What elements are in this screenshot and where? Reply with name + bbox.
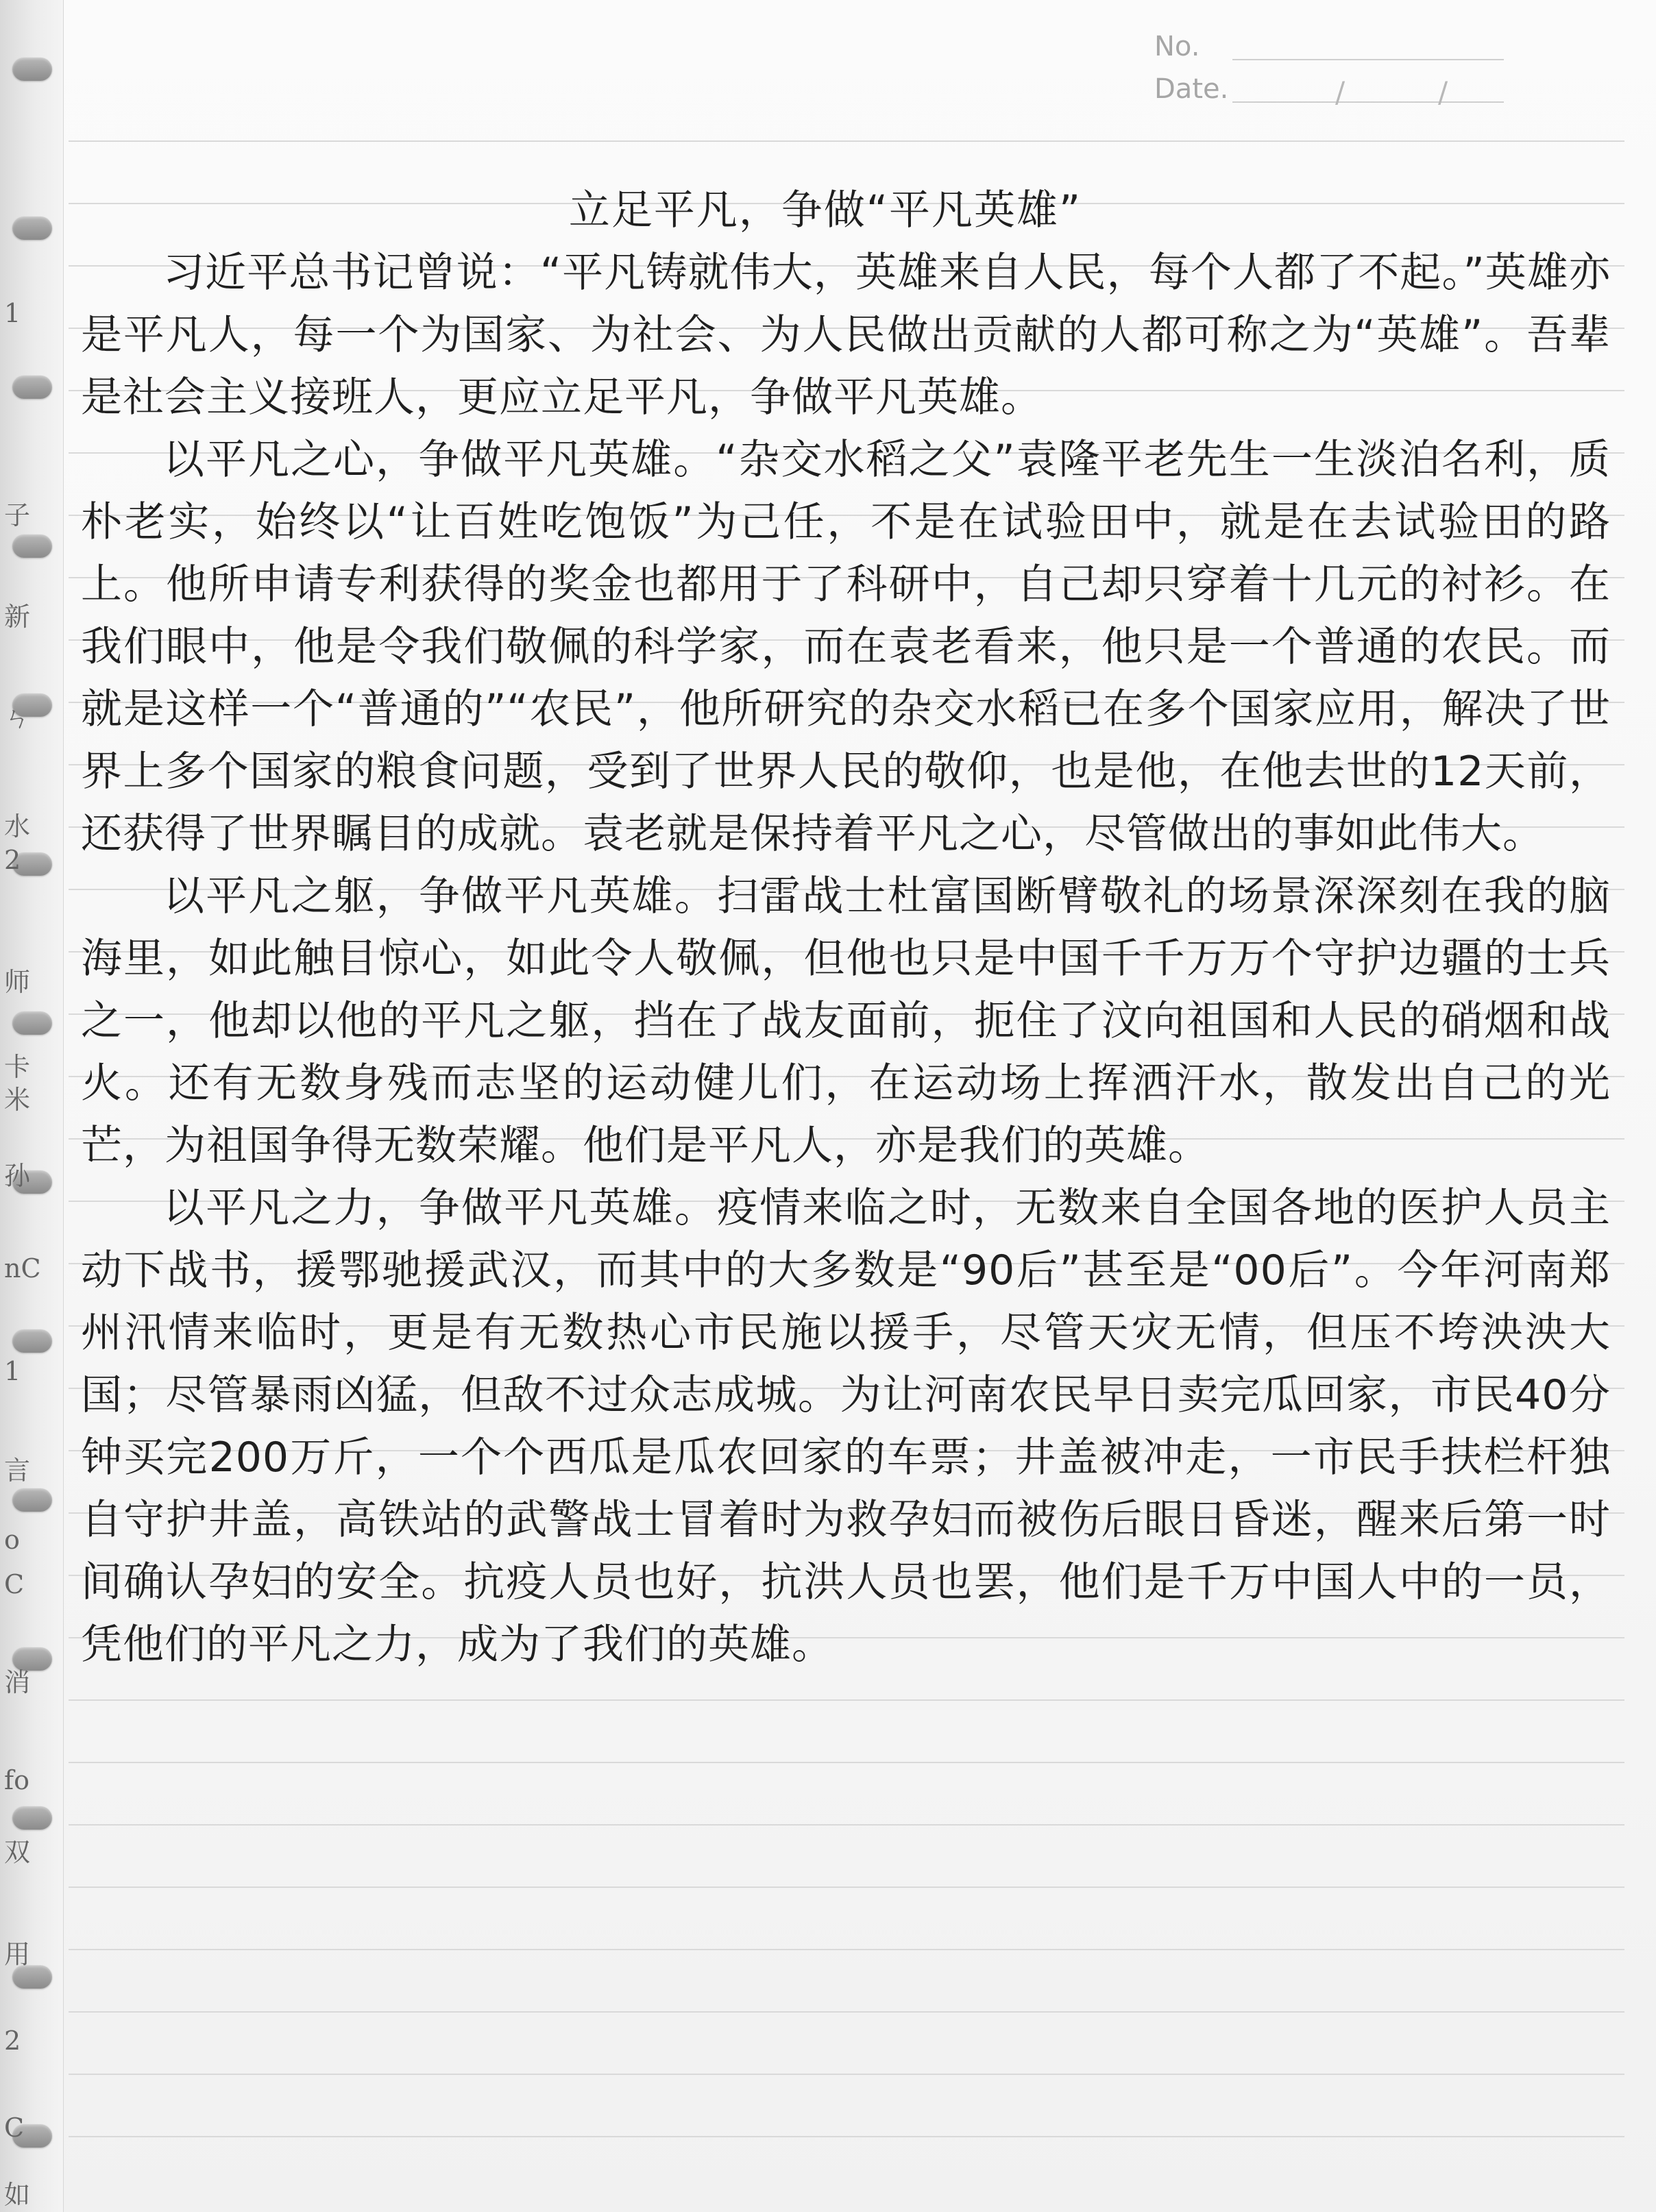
- binder-edge: [0, 0, 64, 2212]
- binder-edge-glyph: 子: [4, 500, 31, 530]
- binder-edge-glyph: 2: [4, 845, 21, 875]
- binder-edge-glyph: 消: [4, 1667, 31, 1697]
- binder-edge-glyph: fo: [4, 1765, 29, 1795]
- essay-paragraph-3: 以平凡之躯，争做平凡英雄。扫雷战士杜富国断臂敬礼的场景深深刻在我的脑海里，如此触目惊心，如此令人敬佩，但他也只是中国千千万万个守护边疆的士兵之一，他却以他的平凡之躯，挡在了战友面前，扼住了汶向祖国和人民的硝烟和战火。还有无数身残而志坚的运动健儿们，在运动场上挥洒汗水，散发出自己的光芒，为祖国争得无数荣耀。他们是平凡人，亦是我们的英雄。: [81, 872, 1611, 1170]
- essay-paragraph-4: 以平凡之力，争做平凡英雄。疫情来临之时，无数来自全国各地的医护人员主动下战书，援鄂驰援武汉，而其中的大多数是“90后”甚至是“00后”。今年河南郑州汛情来临时，更是有无数热心市民施以援手，尽管天灾无情，但压不垮泱泱大国；尽管暴雨凶猛，但敌不过众志成城。为让河南农民早日卖完瓜回家，市民40分钟买完200万斤，一个个西瓜是瓜农回家的车票；井盖被冲走，一市民手扶栏杆独自守护井盖，高铁站的武警战士冒着时为救孕妇而被伤后眼日昏迷，醒来后第一时间确认孕妇的安全。抗疫人员也好，抗洪人员也罢，他们是千万中国人中的一员，凭他们的平凡之力，成为了我们的英雄。: [81, 1184, 1611, 1669]
- paper-meta: [1154, 33, 1504, 118]
- binder-edge-glyph: 1: [4, 1356, 21, 1386]
- binder-edge-glyph: o: [4, 1525, 20, 1555]
- date-slash: /: [1438, 75, 1448, 109]
- binder-edge-glyph: 如: [4, 2180, 31, 2210]
- number-row: [1154, 33, 1504, 60]
- number-line: [1232, 38, 1504, 60]
- essay-content: [81, 180, 1611, 2180]
- binder-edge-glyph: nC: [4, 1253, 41, 1283]
- date-row: [1154, 73, 1504, 109]
- binder-edge-glyph: 水: [4, 811, 31, 841]
- binder-edge-glyph: 双: [4, 1837, 31, 1867]
- binder-edge-glyph: 用: [4, 1939, 31, 1969]
- binder-edge-glyph: 孙: [4, 1161, 31, 1191]
- binder-edge-glyph: 卡: [4, 1052, 31, 1082]
- binder-edge-glyph: 言: [4, 1455, 31, 1486]
- date-label: Date.: [1154, 73, 1229, 105]
- ruled-line: [69, 140, 1624, 142]
- binder-edge-glyph: 新: [4, 602, 31, 632]
- essay-title: 立足平凡，争做“平凡英雄”: [568, 186, 1082, 234]
- binder-edge-glyph: 1: [4, 298, 21, 328]
- binder-edge-glyph: ㄣ: [4, 703, 31, 733]
- date-slash: /: [1335, 75, 1346, 109]
- binder-edge-glyph: 2: [4, 2026, 21, 2056]
- date-line: [1232, 75, 1504, 109]
- binder-edge-glyph: 米: [4, 1085, 31, 1115]
- essay-paragraph-1: 习近平总书记曾说：“平凡铸就伟大，英雄来自人民，每个人都了不起。”英雄亦是平凡人，每一个为国家、为社会、为人民做出贡献的人都可称之为“英雄”。吾辈是社会主义接班人，更应立足平凡，争做平凡英雄。: [81, 249, 1611, 421]
- essay-paragraph-2: 以平凡之心，争做平凡英雄。“杂交水稻之父”袁隆平老先生一生淡泊名利，质朴老实，始终以“让百姓吃饱饭”为己任，不是在试验田中，就是在去试验田的路上。他所申请专利获得的奖金也都用于了科研中，自己却只穿着十几元的衬衫。在我们眼中，他是令我们敬佩的科学家，而在袁老看来，他只是一个普通的农民。而就是这样一个“普通的”“农民”，他所研究的杂交水稻已在多个国家应用，解决了世界上多个国家的粮食问题，受到了世界人民的敬仰，也是他，在他去世的12天前，还获得了世界瞩目的成就。袁老就是保持着平凡之心，尽管做出的事如此伟大。: [81, 436, 1611, 858]
- binder-edge-glyphs: [0, 0, 63, 2212]
- binder-edge-glyph: 师: [4, 967, 31, 997]
- number-label: No.: [1154, 31, 1200, 62]
- binder-edge-glyph: C: [4, 1569, 25, 1599]
- binder-edge-glyph: C: [4, 2113, 25, 2143]
